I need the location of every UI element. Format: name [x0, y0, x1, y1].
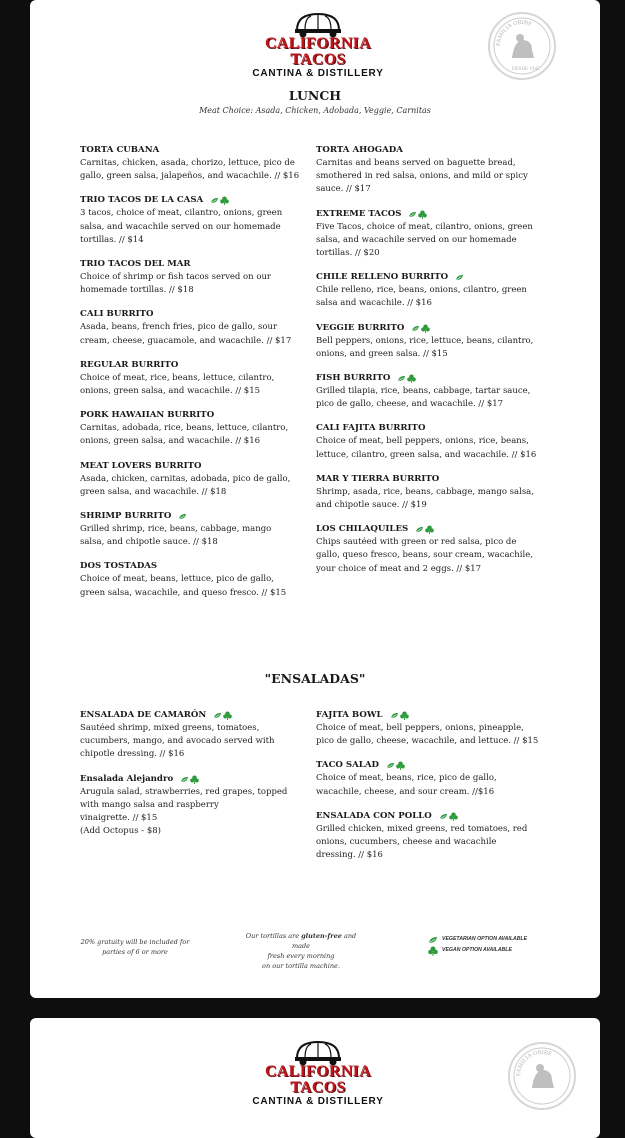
description-line: your choice of meat and 2 eggs. // $17	[316, 563, 482, 574]
lunch-title: LUNCH	[288, 88, 342, 103]
menu-item	[80, 460, 310, 499]
menu-page	[30, 0, 600, 998]
diet-icons	[210, 196, 229, 205]
vegetarian-leaf-icon	[213, 712, 222, 719]
vegetarian-leaf-icon	[390, 712, 399, 719]
description-line: onions, and green salsa. // $15	[316, 348, 448, 359]
description-line: Arugula salad, strawberries, red grapes, topped	[80, 786, 288, 797]
description-line: and chipotle sauce. // $19	[316, 500, 427, 511]
vegan-plant-icon	[421, 324, 430, 333]
svg-text:DESDE 1945: DESDE 1945	[512, 67, 540, 72]
diet-icons	[408, 210, 427, 219]
menu-item	[316, 709, 556, 748]
menu-item-name-text: CHILE RELLENO BURRITO	[316, 272, 449, 283]
menu-item-name-text: FAJITA BOWL	[316, 710, 383, 720]
menu-item-description	[316, 536, 556, 576]
diet-icons	[178, 513, 187, 520]
menu-item	[80, 144, 310, 183]
menu-item	[316, 372, 556, 411]
ensaladas-column-left	[80, 709, 310, 838]
tortilla-note: Our tortillas are gluten-free and made fresh every morning on our tortilla machine.	[245, 932, 357, 970]
menu-item-name-text: SHRIMP BURRITO	[80, 511, 172, 522]
menu-item-description	[316, 221, 556, 261]
menu-item-name	[316, 759, 556, 772]
description-line: lettuce, cilantro, green salsa, and wacachile. // $16	[316, 449, 537, 460]
description-line: cream, cheese, guacamole, and wacachile. // $17	[80, 335, 292, 346]
description-line: salsa and wacachile. // $16	[316, 298, 432, 309]
description-line: salsa, and wacachile served on our homemade	[80, 221, 281, 232]
diet-icons	[439, 812, 458, 821]
menu-item-description	[316, 284, 556, 310]
menu-item-name	[316, 523, 556, 536]
description-line: gallo, green salsa, jalapeños, and wacachile. // $16	[80, 171, 300, 182]
diet-icons	[411, 324, 430, 333]
legend-vegan: VEGAN OPTION AVAILABLE	[428, 945, 527, 956]
menu-item-name-text: MEAT LOVERS BURRITO	[80, 460, 202, 471]
brand-title: CALIFORNIA TACOS	[264, 35, 372, 68]
lunch-column-left	[80, 144, 310, 600]
description-line: gallo, queso fresco, beans, sour cream, wacachile,	[316, 550, 533, 561]
menu-item-name-text: CALI FAJITA BURRITO	[316, 423, 426, 434]
menu-item-description	[80, 473, 310, 499]
menu-item-name	[80, 409, 310, 422]
gratuity-note: 20% gratuity will be included for parties of 6 or more	[80, 938, 190, 956]
description-line: Asada, beans, french fries, pico de gallo, sour	[80, 322, 278, 333]
menu-item	[316, 322, 556, 361]
menu-item-name-text: DOS TOSTADAS	[80, 561, 158, 572]
description-line: Choice of shrimp or fish tacos served on our	[80, 272, 271, 283]
lunch-subtitle: Meat Choice: Asada, Chicken, Adobada, Veggie, Carnitas	[199, 106, 431, 115]
menu-item-description	[80, 207, 310, 247]
menu-item	[80, 510, 310, 549]
vegetarian-leaf-icon	[408, 211, 417, 218]
diet-icons	[455, 274, 464, 281]
menu-item-description	[80, 271, 310, 297]
menu-item-name	[80, 709, 310, 722]
menu-item-name	[80, 144, 310, 157]
description-line: vinaigrette. // $15	[80, 813, 158, 824]
diet-icons	[213, 711, 232, 720]
brand-title: CALIFORNIA TACOS	[264, 1063, 372, 1096]
vegan-plant-icon	[396, 761, 405, 770]
menu-item-description	[80, 157, 310, 183]
menu-item	[80, 409, 310, 448]
menu-item-name	[80, 308, 310, 321]
description-line: salsa, and wacachile served on our homemade	[316, 234, 517, 245]
description-line: Asada, chicken, carnitas, adobada, pico de gallo,	[80, 473, 291, 484]
menu-item-name-text: TRIO TACOS DE LA CASA	[80, 195, 204, 206]
vegetarian-leaf-icon	[178, 513, 187, 520]
description-line: Chile relleno, rice, beans, onions, cilantro, green	[316, 285, 527, 296]
menu-item-description	[80, 372, 310, 398]
menu-item-description	[316, 722, 556, 748]
menu-item-description	[316, 772, 556, 798]
menu-item-name-text: VEGGIE BURRITO	[316, 322, 405, 333]
menu-item	[80, 560, 310, 599]
menu-item-name	[316, 473, 556, 486]
menu-item-description	[80, 523, 310, 549]
menu-item-name	[316, 322, 556, 335]
menu-item-description	[80, 573, 310, 599]
description-line: Carnitas, adobada, rice, beans, lettuce, cilantro,	[80, 423, 289, 434]
description-line: Chips sautéed with green or red salsa, pico de	[316, 537, 517, 548]
description-line: Five Tacos, choice of meat, cilantro, onions, green	[316, 221, 533, 232]
menu-item	[80, 194, 310, 247]
lunch-column-right	[316, 144, 556, 576]
vegetarian-leaf-icon	[415, 526, 424, 533]
diet-icons	[386, 761, 405, 770]
seal-emblem-icon	[510, 1044, 574, 1108]
menu-item	[80, 773, 310, 839]
menu-item-name-text: PORK HAWAIIAN BURRITO	[80, 410, 215, 421]
diet-icons	[397, 374, 416, 383]
menu-page-2	[30, 1018, 600, 1138]
diet-legend	[428, 934, 527, 956]
menu-item	[316, 144, 556, 197]
brand-subtitle: CANTINA & DISTILLERY	[252, 1096, 384, 1107]
description-line: dressing. // $16	[316, 850, 383, 861]
menu-item-name	[80, 773, 310, 786]
description-line: Bell peppers, onions, rice, lettuce, beans, cilantro,	[316, 335, 534, 346]
vegan-plant-icon	[428, 946, 438, 956]
menu-item	[80, 258, 310, 297]
menu-item-name	[316, 271, 556, 284]
menu-item-name	[80, 510, 310, 523]
menu-item-name-text: TACO SALAD	[316, 760, 379, 771]
menu-item-description	[316, 335, 556, 361]
vegetarian-leaf-icon	[210, 197, 219, 204]
menu-item-name-text: MAR Y TIERRA BURRITO	[316, 473, 440, 484]
ensaladas-title: "ENSALADAS"	[264, 671, 366, 686]
menu-item	[316, 810, 556, 863]
vegan-plant-icon	[449, 812, 458, 821]
menu-item-name-text: TORTA AHOGADA	[316, 145, 403, 155]
menu-item-name	[80, 560, 310, 573]
menu-item-description	[316, 435, 556, 461]
vegan-plant-icon	[190, 775, 199, 784]
menu-item-description	[316, 823, 556, 863]
menu-item-description	[316, 157, 556, 197]
menu-item-name	[80, 258, 310, 271]
menu-item-name	[80, 460, 310, 473]
description-line: tortillas. // $20	[316, 248, 380, 259]
description-line: Grilled chicken, mixed greens, red tomatoes, red	[316, 823, 528, 834]
menu-item-name-text: REGULAR BURRITO	[80, 359, 179, 370]
menu-item-name	[316, 709, 556, 722]
brand-subtitle: CANTINA & DISTILLERY	[252, 68, 384, 79]
menu-item	[80, 709, 310, 762]
vegetarian-leaf-icon	[455, 274, 464, 281]
vegetarian-leaf-icon	[428, 936, 438, 944]
vegan-plant-icon	[400, 711, 409, 720]
description-line: Choice of meat, bell peppers, onions, pineapple,	[316, 723, 524, 733]
description-line: wacachile, cheese, and sour cream. //$16	[316, 786, 495, 797]
vegan-plant-icon	[425, 525, 434, 534]
menu-item-name	[80, 359, 310, 372]
brand-logo	[238, 1040, 398, 1108]
description-line: chipotle dressing. // $16	[80, 749, 185, 760]
description-line: Choice of meat, bell peppers, onions, rice, beans,	[316, 436, 529, 447]
menu-item-name-text: Ensalada Alejandro	[80, 773, 174, 784]
familia-oribe-seal	[488, 12, 556, 80]
description-line: Choice of meat, beans, rice, pico de gallo,	[316, 773, 497, 784]
menu-item-name	[80, 194, 310, 207]
vegan-plant-icon	[223, 711, 232, 720]
vegetarian-leaf-icon	[397, 375, 406, 382]
description-line: pico de gallo, cheese, and wacachile. // $17	[316, 399, 504, 410]
menu-item-name-text: ENSALADA DE CAMARÓN	[80, 710, 207, 720]
svg-text:FAMILIA ORIBE: FAMILIA ORIBE	[495, 19, 533, 47]
menu-item	[316, 271, 556, 310]
menu-item-name-text: LOS CHILAQUILES	[316, 524, 409, 535]
description-line: homemade tortillas. // $18	[80, 285, 194, 296]
vegetarian-leaf-icon	[411, 325, 420, 332]
vegan-plant-icon	[220, 196, 229, 205]
description-line: onions, green salsa, and wacachile. // $15	[80, 386, 261, 397]
menu-item-description	[80, 722, 310, 762]
description-line: salsa, and chipotle sauce. // $18	[80, 537, 218, 548]
menu-item-description	[80, 422, 310, 448]
menu-item-description	[80, 321, 310, 347]
menu-item	[316, 759, 556, 798]
description-line: Choice of meat, rice, beans, lettuce, cilantro,	[80, 372, 275, 383]
menu-item-description	[316, 385, 556, 411]
menu-item-name-text: TORTA CUBANA	[80, 145, 160, 155]
menu-item	[316, 422, 556, 461]
diet-icons	[390, 711, 409, 720]
vegan-plant-icon	[407, 374, 416, 383]
description-line: (Add Octopus - $8)	[80, 826, 161, 837]
description-line: onions, green salsa, and wacachile. // $16	[80, 436, 261, 447]
description-line: green salsa, wacachile, and queso fresco. // $15	[80, 587, 287, 598]
description-line: Choice of meat, beans, lettuce, pico de gallo,	[80, 574, 274, 585]
menu-item-name	[316, 422, 556, 435]
menu-item-name-text: TRIO TACOS DEL MAR	[80, 259, 191, 270]
vegetarian-leaf-icon	[180, 776, 189, 783]
menu-item-name-text: ENSALADA CON POLLO	[316, 810, 432, 821]
menu-item	[80, 308, 310, 347]
menu-item-name-text: CALI BURRITO	[80, 309, 154, 320]
vegetarian-leaf-icon	[386, 762, 395, 769]
description-line: Sautéed shrimp, mixed greens, tomatoes,	[80, 723, 260, 733]
description-line: Grilled shrimp, rice, beans, cabbage, mango	[80, 524, 272, 535]
menu-item	[316, 473, 556, 512]
vegan-plant-icon	[418, 210, 427, 219]
menu-item	[80, 359, 310, 398]
menu-item-description	[80, 786, 310, 839]
menu-item-description	[316, 486, 556, 512]
description-line: smothered in red salsa, onions, and mild or spicy	[316, 171, 528, 182]
menu-item-name-text: FISH BURRITO	[316, 373, 391, 384]
description-line: onions, cucumbers, cheese and wacachile	[316, 837, 497, 848]
ensaladas-column-right	[316, 709, 556, 862]
description-line: 3 tacos, choice of meat, cilantro, onions, green	[80, 208, 283, 219]
description-line: Carnitas and beans served on baguette bread,	[316, 158, 516, 168]
menu-item	[316, 523, 556, 576]
menu-item-name	[316, 810, 556, 823]
legend-vegetarian: VEGETARIAN OPTION AVAILABLE	[428, 934, 527, 945]
description-line: tortillas. // $14	[80, 234, 144, 245]
menu-item-name-text: EXTREME TACOS	[316, 208, 402, 219]
description-line: Carnitas, chicken, asada, chorizo, lettuce, pico de	[80, 158, 295, 168]
brand-logo	[238, 12, 398, 80]
description-line: sauce. // $17	[316, 184, 371, 195]
diet-icons	[415, 525, 434, 534]
vegetarian-leaf-icon	[439, 813, 448, 820]
menu-item	[316, 208, 556, 261]
diet-icons	[180, 775, 199, 784]
menu-item-name	[316, 144, 556, 157]
menu-item-name	[316, 208, 556, 221]
menu-item-name	[316, 372, 556, 385]
description-line: Grilled tilapia, rice, beans, cabbage, tartar sauce,	[316, 386, 531, 397]
description-line: pico de gallo, cheese, wacachile, and lettuce. // $15	[316, 736, 539, 747]
seal-emblem-icon	[490, 14, 554, 78]
description-line: Shrimp, asada, rice, beans, cabbage, mango salsa,	[316, 486, 534, 497]
description-line: cucumbers, mango, and avocado served with	[80, 736, 275, 747]
svg-text:FAMILIA ORIBE: FAMILIA ORIBE	[515, 1049, 553, 1077]
description-line: green salsa, and wacachile. // $18	[80, 486, 227, 497]
description-line: with mango salsa and raspberry	[80, 799, 219, 810]
